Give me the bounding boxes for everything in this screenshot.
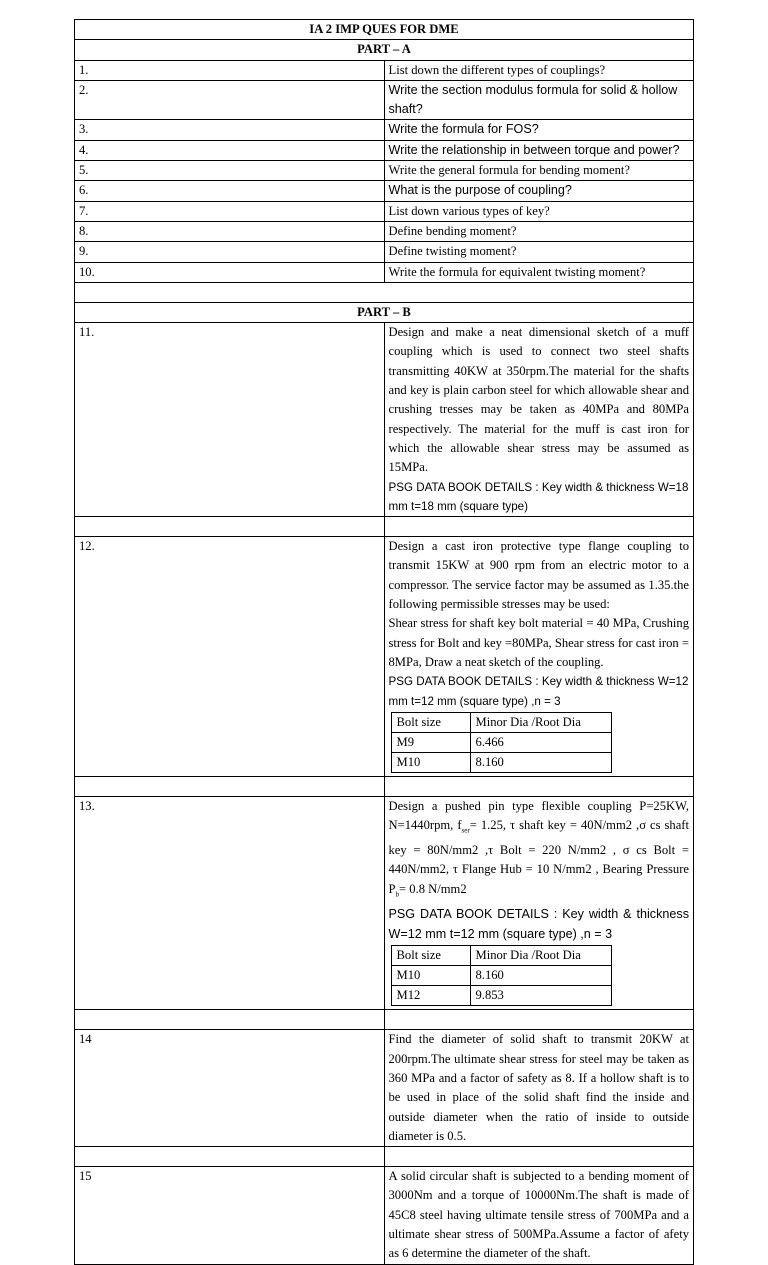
- bolt-table-header: [391, 946, 611, 966]
- question-text: Find the diameter of solid shaft to transmit 20KW at 200rpm.The ultimate shear stress for steel may be taken as 360 MPa and a factor of safety as 8. If a hollow shaft is to be used in place of the solid shaft find the inside and outside diameter when the ratio of inside to outside diameter is 0.5.: [384, 1030, 694, 1147]
- bolt-size-cell: M9: [391, 732, 470, 752]
- spacer-cell: [384, 517, 694, 537]
- spacer-cell: [384, 1147, 694, 1167]
- question-text: Design and make a neat dimensional sketch of a muff coupling which is used to connect two steel shafts transmitting 40KW at 350rpm.The material for the shafts and key is plain carbon steel for which allowable shear and crushing tresses may be taken as 40MPa and 80MPa respectively. The material for the muff is cast iron for which the allowable shear stress may be assumed as 15MPa.: [388, 325, 689, 475]
- spacer-cell: [75, 517, 385, 537]
- spacer-row: [75, 1147, 694, 1167]
- question-number: 6.: [75, 181, 385, 201]
- bolt-table-row: [391, 752, 611, 772]
- question-row: [75, 1167, 694, 1264]
- question-row: [75, 537, 694, 777]
- question-paper: [74, 19, 694, 1265]
- question-row: [75, 201, 694, 221]
- question-text: What is the purpose of coupling?: [384, 181, 694, 201]
- bearing-pressure-subscript: b: [395, 890, 400, 899]
- question-text: A solid circular shaft is subjected to a bending moment of 3000Nm and a torque of 10000Nm.The shaft is made of 45C8 steel having ultimate tensile stress of 700MPa and a ultimate shear stress of 500MPa.Assume a factor of afety as 6 determine the diameter of the shaft.: [384, 1167, 694, 1264]
- question-row: [75, 120, 694, 140]
- bolt-size-cell: M12: [391, 986, 470, 1006]
- question-row: [75, 323, 694, 517]
- question-number: 1.: [75, 60, 385, 80]
- spacer-cell: [384, 776, 694, 796]
- spacer-row: [75, 282, 694, 302]
- question-number: 5.: [75, 161, 385, 181]
- question-number: 3.: [75, 120, 385, 140]
- spacer-cell: [75, 776, 385, 796]
- question-text: List down the different types of couplings?: [384, 60, 694, 80]
- service-factor-subscript: ser: [461, 826, 470, 835]
- bolt-table-row: [391, 986, 611, 1006]
- question-text-stresses: Shear stress for shaft key bolt material = 40 MPa, Crushing stress for Bolt and key =80MPa, Shear stress for cast iron = 8MPa, Draw a neat sketch of the coupling.: [388, 616, 689, 669]
- minor-dia-cell: 8.160: [470, 966, 611, 986]
- bolt-table-header: [391, 712, 611, 732]
- part-b-heading-row: [75, 302, 694, 322]
- part-b-heading: PART – B: [75, 302, 694, 322]
- spacer-cell: [75, 1010, 385, 1030]
- question-text: List down various types of key?: [384, 201, 694, 221]
- question-text: Design a cast iron protective type flange coupling to transmit 15KW at 900 rpm from an electric motor to a compressor. The service factor may be assumed as 1.35.the following permissible stresses may be used:: [388, 539, 689, 612]
- question-row: [75, 161, 694, 181]
- question-text: Write the formula for equivalent twisting moment?: [384, 262, 694, 282]
- minor-dia-cell: 6.466: [470, 732, 611, 752]
- bolt-size-table: [391, 712, 612, 773]
- question-text-part: = 0.8 N/mm2: [399, 881, 467, 896]
- question-body: [384, 323, 694, 517]
- question-number: 11.: [75, 323, 385, 517]
- question-number: 12.: [75, 537, 385, 777]
- spacer-cell: [75, 1147, 385, 1167]
- bolt-size-header: Bolt size: [391, 712, 470, 732]
- psg-data-details: PSG DATA BOOK DETAILS : Key width & thickness W=12 mm t=12 mm (square type) ,n = 3: [388, 907, 689, 942]
- question-row: [75, 1030, 694, 1147]
- questions-table: [74, 19, 694, 1265]
- spacer-row: [75, 1010, 694, 1030]
- question-number: 9.: [75, 242, 385, 262]
- question-row: [75, 80, 694, 120]
- part-a-heading: PART – A: [75, 40, 694, 60]
- question-text: Define bending moment?: [384, 221, 694, 241]
- bolt-size-header: Bolt size: [391, 946, 470, 966]
- question-number: 15: [75, 1167, 385, 1264]
- question-row: [75, 140, 694, 160]
- question-row: [75, 242, 694, 262]
- bolt-table-row: [391, 966, 611, 986]
- question-text-part: = 1.25, τ shaft key = 40N/mm2 ,σ cs shaft key = 80N/mm2 ,τ Bolt = 220 N/mm2 , σ cs Bolt = 440N/mm2, τ Flange Hub = 10 N/mm2 , Bearing Pressure P: [388, 818, 690, 896]
- question-number: 8.: [75, 221, 385, 241]
- bolt-size-table: [391, 945, 612, 1006]
- question-row: [75, 60, 694, 80]
- question-text: Write the general formula for bending moment?: [384, 161, 694, 181]
- question-text-part: Design a pushed pin type flexible coupling P=25KW, N=1440rpm, f: [388, 798, 689, 833]
- minor-dia-cell: 9.853: [470, 986, 611, 1006]
- title-row: [75, 20, 694, 40]
- bolt-size-cell: M10: [391, 752, 470, 772]
- question-body: [384, 796, 694, 1010]
- spacer-cell: [384, 1010, 694, 1030]
- question-number: 10.: [75, 262, 385, 282]
- bolt-table-row: [391, 732, 611, 752]
- minor-dia-cell: 8.160: [470, 752, 611, 772]
- question-text: Write the formula for FOS?: [384, 120, 694, 140]
- question-body: [384, 537, 694, 777]
- question-text: Define twisting moment?: [384, 242, 694, 262]
- question-number: 2.: [75, 80, 385, 120]
- part-a-heading-row: [75, 40, 694, 60]
- question-row: [75, 262, 694, 282]
- document-title: IA 2 IMP QUES FOR DME: [75, 20, 694, 40]
- question-number: 4.: [75, 140, 385, 160]
- minor-dia-header: Minor Dia /Root Dia: [470, 946, 611, 966]
- psg-data-details: PSG DATA BOOK DETAILS : Key width & thickness W=12 mm t=12 mm (square type) ,n = 3: [388, 675, 689, 708]
- spacer-row: [75, 776, 694, 796]
- question-row: [75, 796, 694, 1010]
- bolt-size-cell: M10: [391, 966, 470, 986]
- question-text: Write the relationship in between torque and power?: [384, 140, 694, 160]
- question-text: Write the section modulus formula for solid & hollow shaft?: [384, 80, 694, 120]
- question-number: 13.: [75, 796, 385, 1010]
- minor-dia-header: Minor Dia /Root Dia: [470, 712, 611, 732]
- question-text: [389, 797, 690, 905]
- spacer-row: [75, 517, 694, 537]
- question-number: 14: [75, 1030, 385, 1147]
- question-row: [75, 221, 694, 241]
- spacer-cell: [75, 282, 694, 302]
- psg-data-details: PSG DATA BOOK DETAILS : Key width & thickness W=18 mm t=18 mm (square type): [388, 480, 689, 513]
- question-number: 7.: [75, 201, 385, 221]
- question-row: [75, 181, 694, 201]
